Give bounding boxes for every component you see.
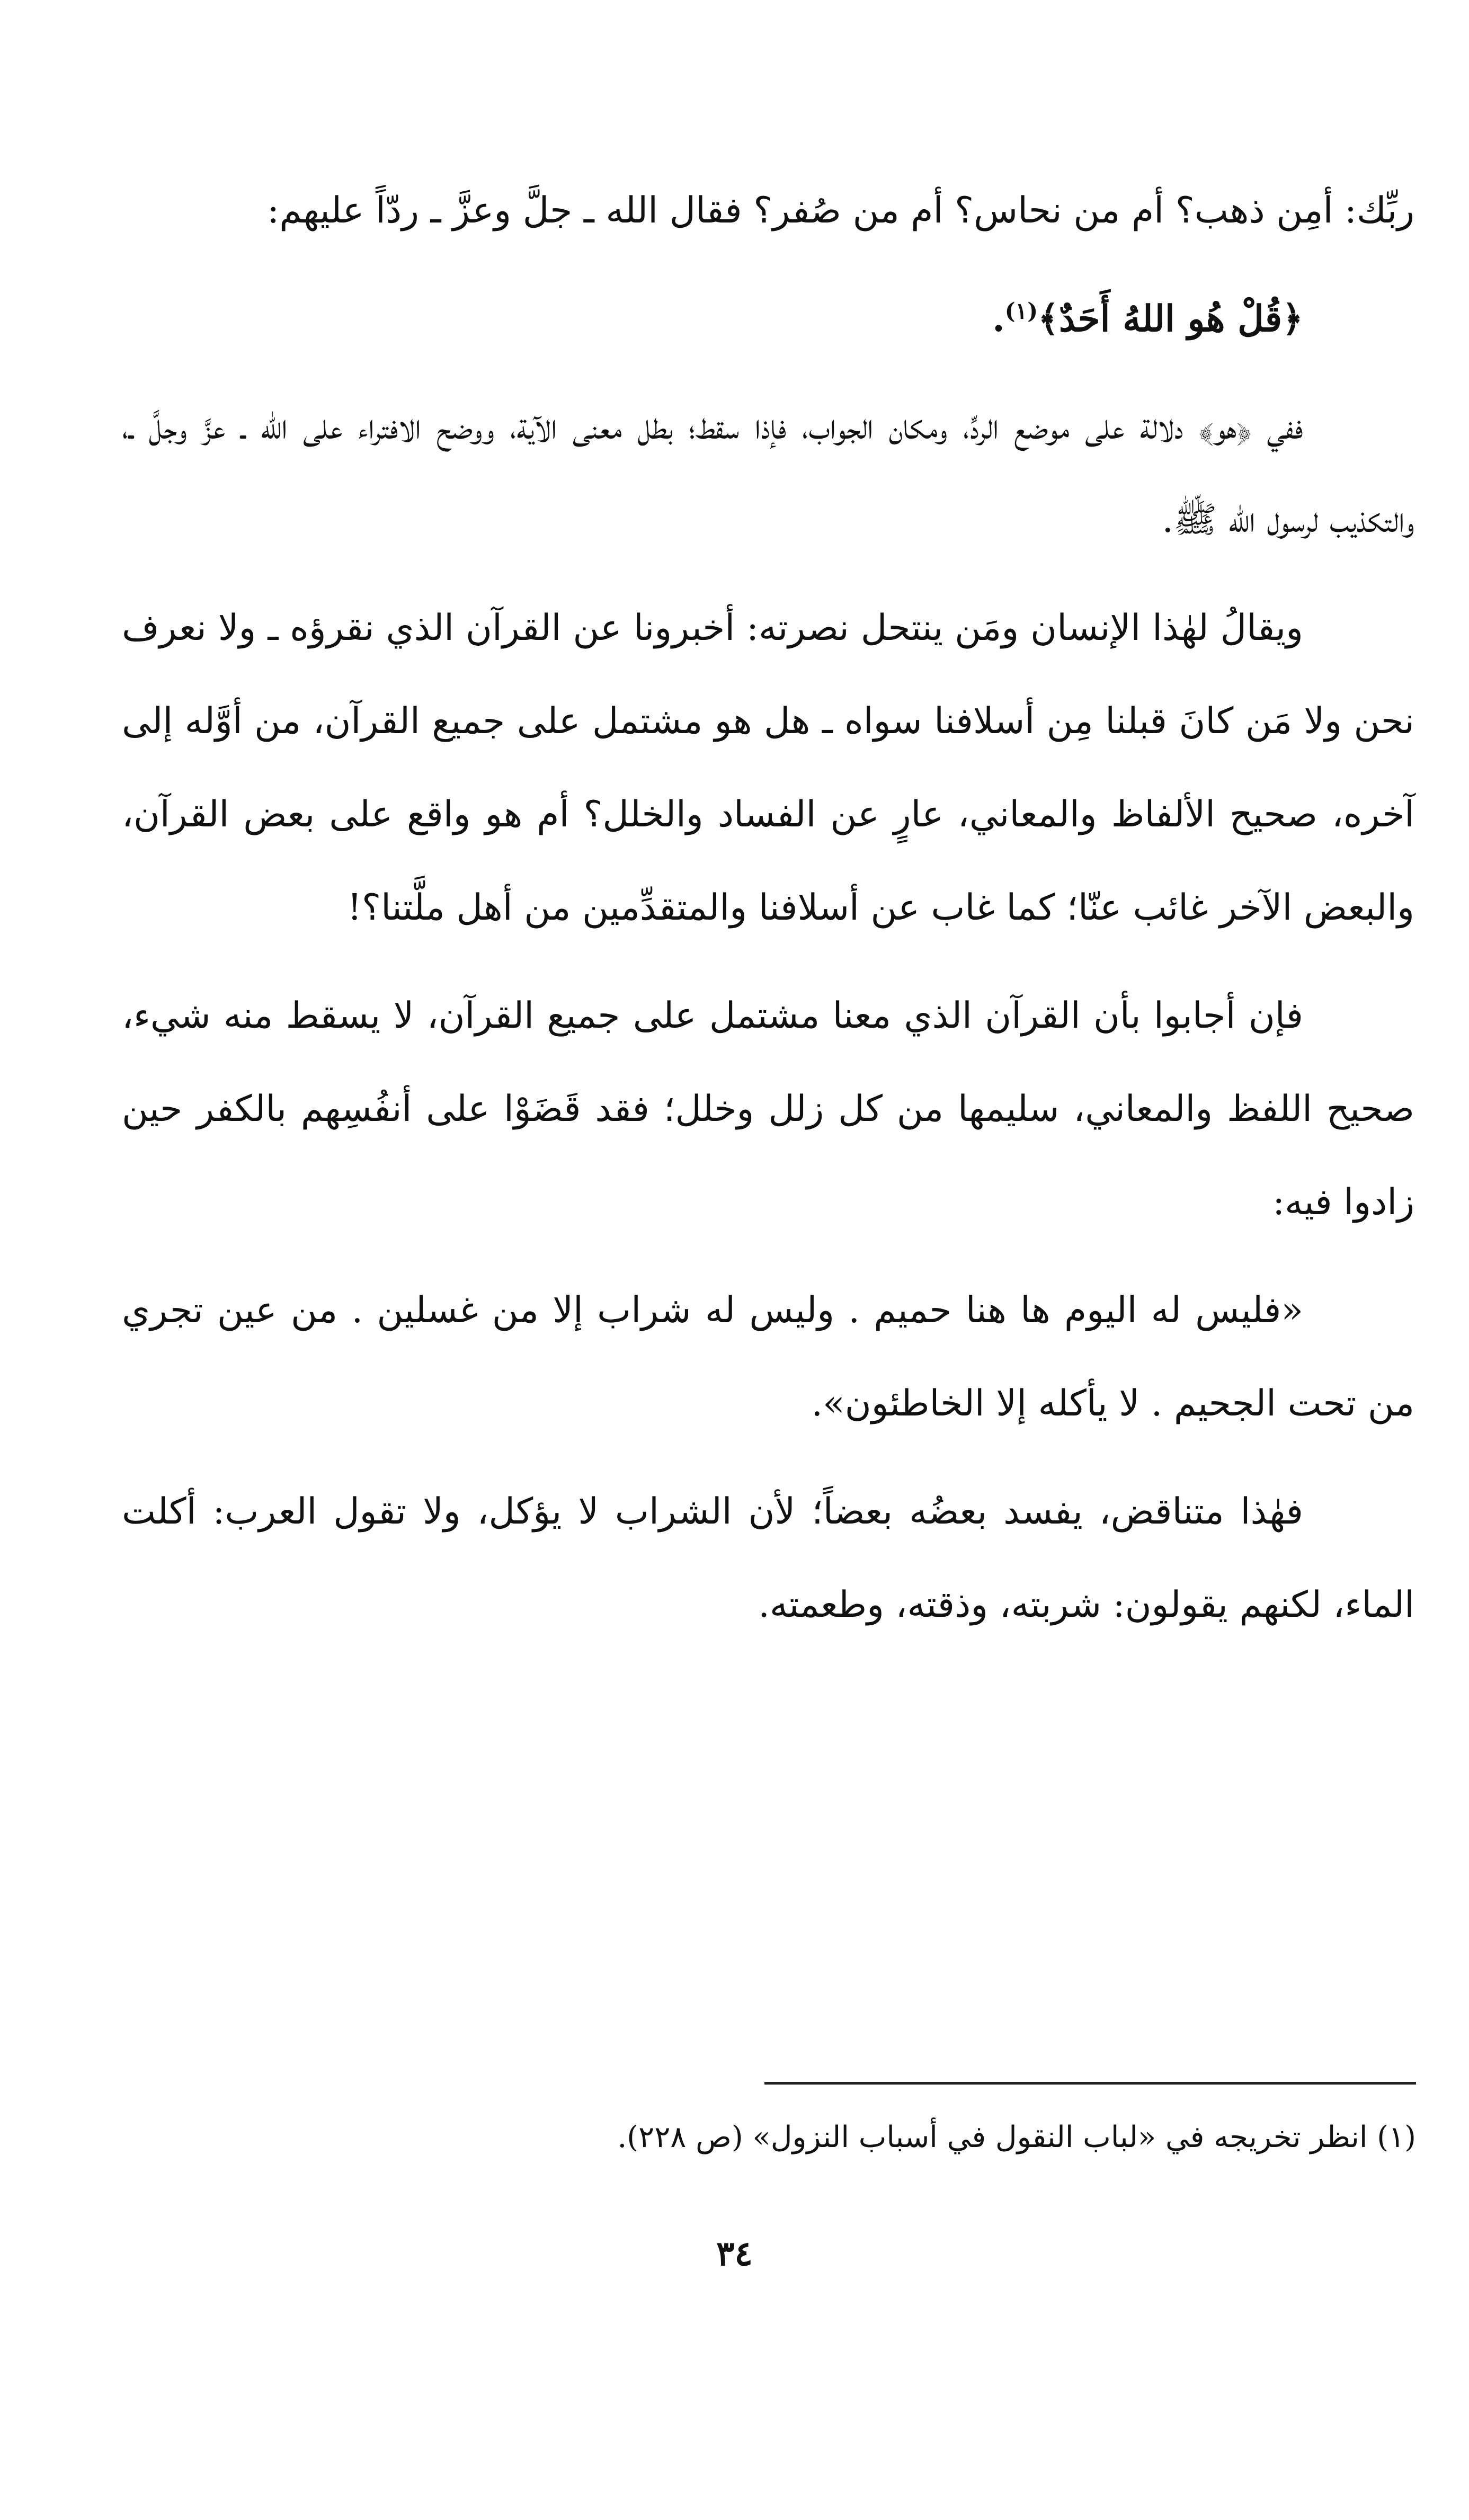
footnote-reference: (١) (1004, 298, 1038, 324)
paragraph (122, 969, 1414, 1249)
paragraph-text: فإن أجابوا بأن القرآن الذي معنا مشتمل على جميع القرآن، لا يسقط منه شيء، صحيح اللفظ والمعاني، سليمها من كل زلل وخلل؛ فقد قَضَوْا على أنفُسِهم بالكفر حين زادوا فيه: (122, 995, 1414, 1223)
footnote-text: (١) انظر تخريجه في «لباب النقول في أسباب النزول» (ص ٢٢٨). (617, 2120, 1416, 2154)
page-body (122, 164, 1414, 1667)
footnote (123, 2108, 1416, 2167)
paragraph-text: ويقالُ لهٰذا الإنسان ومَن ينتحل نصرته: أخبرونا عن القرآن الذي نقرؤه ـ ولا نعرف نحن ولا مَن كانَ قبلنا مِن أسلافنا سواه ـ هل هو مشتمل على جميع القرآن، من أوَّله إلى آخره، صحيح الألفاظ والمعاني، عارٍ عن الفساد والخلل؟ أم هو واقع على بعض القرآن، والبعض الآخر غائب عنّا؛ كما غاب عن أسلافنا والمتقدِّمين من أهل ملَّتنا؟! (122, 607, 1414, 929)
page-number: ٣٤ (716, 2234, 753, 2274)
verse-text: ﴿قُلْ هُو اللهُ أَحَدٌ﴾ (1038, 298, 1303, 340)
paragraph-text: «فليس له اليوم ها هنا حميم . وليس له شراب إلا من غسلين . من عين تجري من تحت الجحيم . لا يأكله إلا الخاطئون». (122, 1289, 1414, 1424)
paragraph (122, 582, 1414, 955)
paragraph-text: فهٰذا متناقض، يفسد بعضُه بعضاً؛ لأن الشراب لا يؤكل، ولا تقول العرب: أكلت الماء، لكنهم يقولون: شربته، وذقته، وطعمته. (122, 1491, 1414, 1626)
quoted-passage (122, 1264, 1414, 1450)
paragraph-continuation (122, 164, 1414, 257)
paragraph-text: ففي ﴿هو﴾ دلالة على موضع الردِّ، ومكان الجواب، فإذا سقط؛ بطل معنى الآية، ووضح الافتراء على الله ـ عزَّ وجلَّ ـ، والتكذيب لرسول الله ﷺ. (122, 406, 1414, 541)
footnote-separator (764, 2082, 1416, 2085)
paragraph (122, 380, 1414, 567)
paragraph-text: ربِّك: أمِن ذهب؟ أم من نحاس؟ أم من صُفر؟ فقال الله ـ جلَّ وعزَّ ـ ردّاً عليهم: (267, 190, 1414, 231)
paragraph (122, 1465, 1414, 1652)
quran-verse: ﴿قُلْ هُو اللهُ أَحَدٌ﴾$^{(١)}$. (992, 298, 1303, 340)
